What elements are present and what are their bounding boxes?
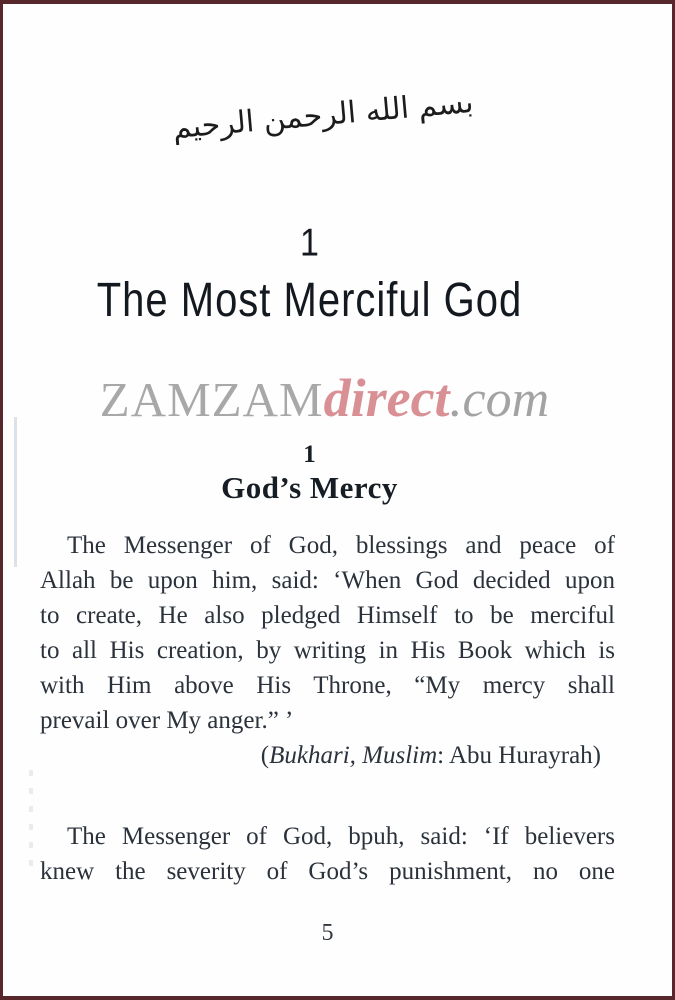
text-line: The Messenger of God, blessings and peace of	[67, 532, 615, 559]
watermark-prefix: ZAMZAM	[99, 372, 324, 427]
text-line: with Him above His Throne, “My mercy shall	[40, 672, 615, 699]
scan-artifact-speckles	[29, 770, 33, 870]
section-number: 1	[303, 441, 316, 468]
citation-open-paren: (	[260, 742, 270, 769]
text-line: to create, He also pledged Himself to be merciful	[40, 602, 615, 629]
text-line: knew the severity of God’s punishment, no one	[40, 858, 615, 885]
hadith-paragraph-1	[40, 528, 615, 773]
body-text	[40, 528, 615, 889]
hadith2-justified-lines	[40, 819, 615, 889]
text-line: to all His creation, by writing in His Book which is	[40, 637, 615, 664]
citation-sources: Bukhari, Muslim	[269, 742, 438, 769]
hadith-paragraph-2	[40, 819, 615, 889]
watermark-brand: direct	[323, 368, 450, 428]
section-title: God’s Mercy	[221, 470, 398, 505]
watermark	[3, 368, 646, 442]
hadith1-citation	[40, 738, 615, 773]
citation-narrator: : Abu Hurayrah)	[437, 742, 601, 769]
hadith1-justified-lines	[40, 528, 615, 703]
text-line: The Messenger of God, bpuh, said: ‘If believers	[67, 823, 615, 850]
hadith1-last-line: prevail over My anger.” ’	[40, 707, 294, 734]
chapter-title: The Most Merciful God	[96, 274, 523, 327]
bismillah-calligraphy: بسم الله الرحمن الرحيم	[171, 84, 475, 147]
text-line: Allah be upon him, said: ‘When God decided upon	[40, 567, 615, 594]
chapter-number: 1	[300, 221, 319, 265]
watermark-suffix: .com	[449, 371, 550, 428]
page-number: 5	[321, 920, 334, 946]
